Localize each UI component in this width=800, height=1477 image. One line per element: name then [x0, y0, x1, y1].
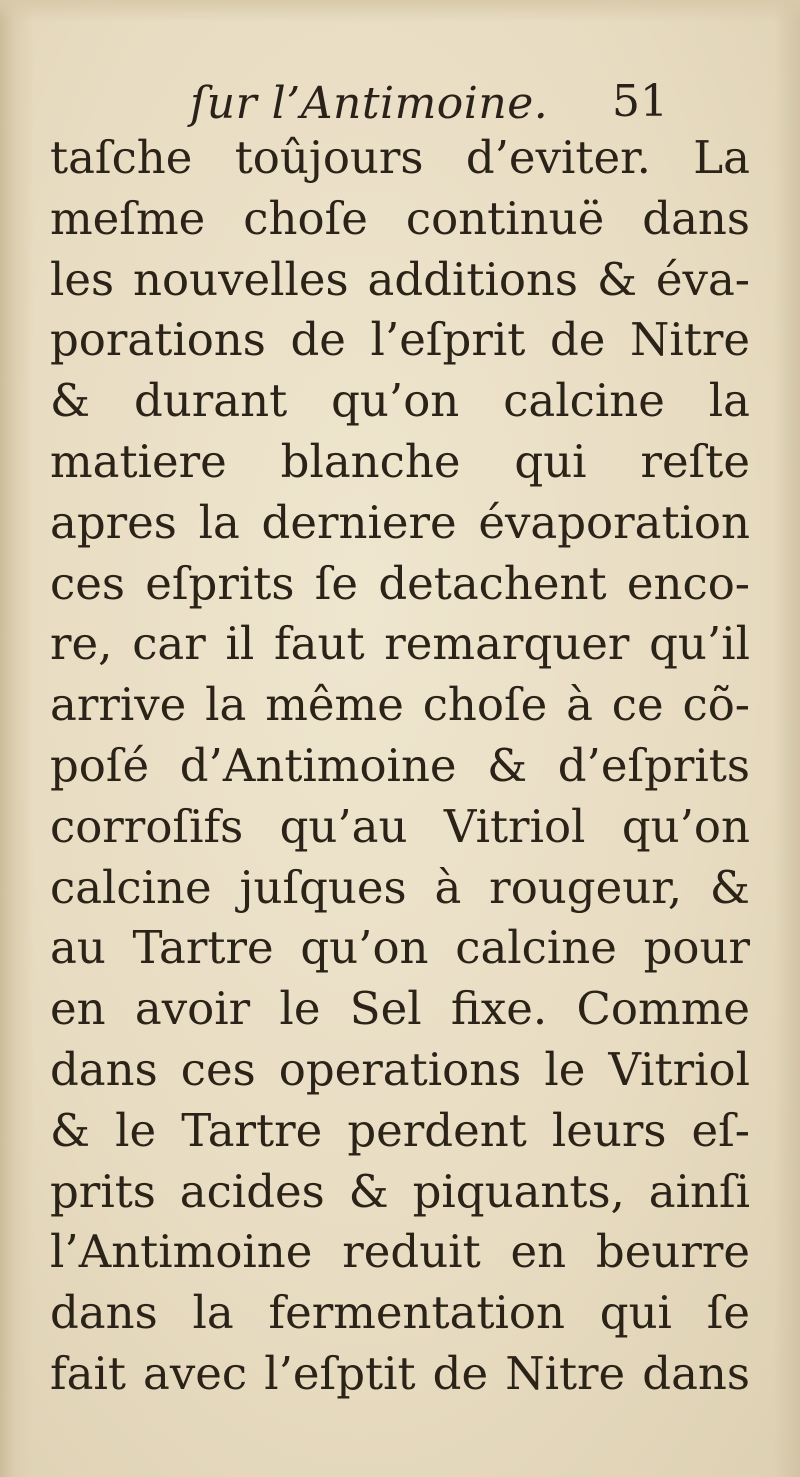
- text-line: corroſifs qu’au Vitriol qu’on: [50, 799, 750, 853]
- page-number: 51: [612, 76, 668, 127]
- text-line: l’Antimoine reduit en beurre: [50, 1225, 750, 1279]
- text-line: re, car il faut remarquer qu’il: [50, 617, 750, 671]
- text-line: meſme choſe continuë dans: [50, 191, 750, 245]
- text-line: & le Tartre perdent leurs eſ-: [50, 1103, 750, 1157]
- text-line: en avoir le Sel fixe. Comme: [50, 982, 750, 1036]
- text-line: poſé d’Antimoine & d’eſprits: [50, 738, 750, 792]
- running-head-title: ſur l’Antimoine.: [190, 78, 549, 129]
- page-gutter-shadow: [0, 0, 34, 1477]
- text-line: apres la derniere évaporation: [50, 495, 750, 549]
- text-line: & durant qu’on calcine la: [50, 374, 750, 428]
- text-line: au Tartre qu’on calcine pour: [50, 921, 750, 975]
- text-line: porations de l’eſprit de Nitre: [50, 313, 750, 367]
- page-right-edge: [774, 0, 800, 1477]
- text-line: dans ces operations le Vitriol: [50, 1042, 750, 1096]
- text-line: fait avec l’eſptit de Nitre dans: [50, 1346, 750, 1400]
- page-top-edge: [0, 0, 800, 22]
- text-line: ces eſprits ſe detachent enco-: [50, 556, 750, 610]
- text-line: prits acides & piquants, ainſi: [50, 1164, 750, 1218]
- text-line: taſche toûjours d’eviter. La: [50, 131, 750, 184]
- text-line: les nouvelles additions & éva-: [50, 252, 750, 306]
- text-line: arrive la même choſe à ce cõ-: [50, 678, 750, 732]
- text-line: calcine juſques à rougeur, &: [50, 860, 750, 914]
- text-line: matiere blanche qui reſte: [50, 434, 750, 488]
- body-text: [50, 128, 750, 1405]
- text-line: dans la fermentation qui ſe: [50, 1286, 750, 1340]
